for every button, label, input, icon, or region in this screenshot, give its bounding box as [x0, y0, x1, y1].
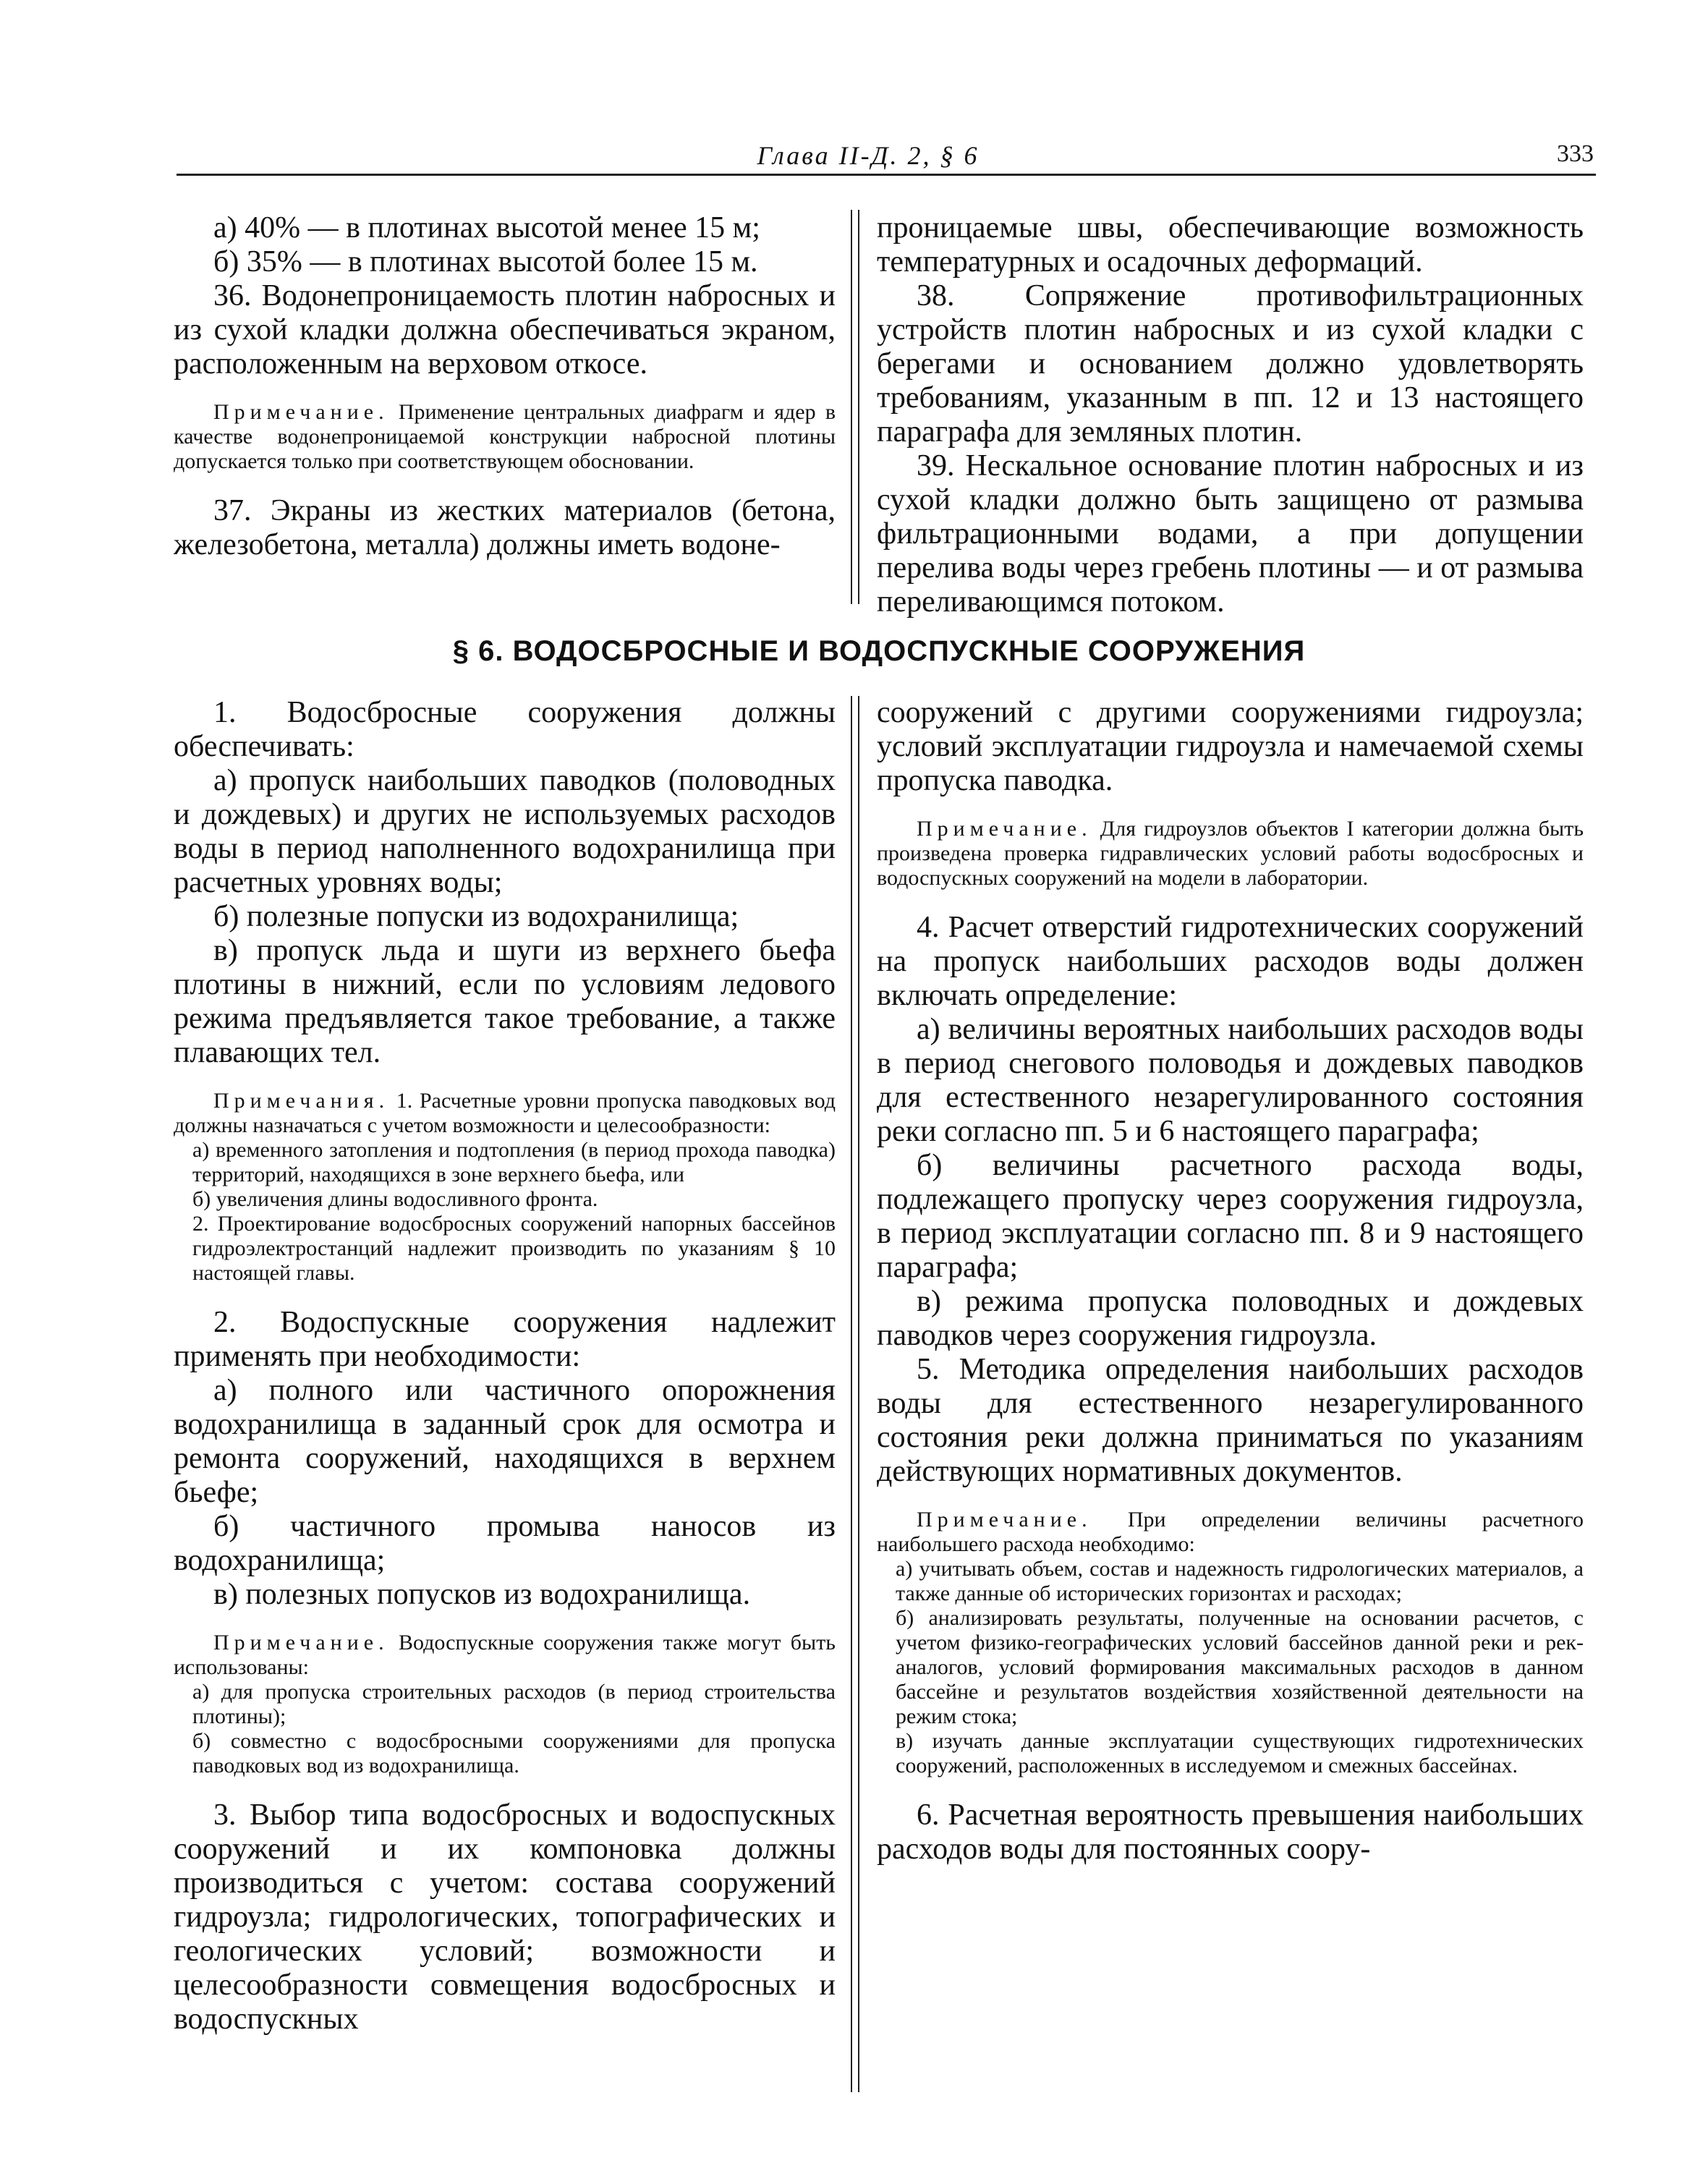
note-2-intro: [174, 1631, 836, 1680]
top-left-column: [174, 211, 836, 562]
continuation-3: сооружений с другими сооружениями гидроузла; условий эксплуатации гидроузла и намечаемой схемы пропуска паводка.: [877, 696, 1584, 797]
paragraph-38: 38. Сопряжение противофильтрационных устройств плотин набросных и из сухой кладки с берегами и основанием должно удовлетворять требованиям, указанным в пп. 12 и 13 настоящего параграфа для земляных плотин.: [877, 279, 1584, 449]
note-label: Примечания.: [213, 1089, 390, 1113]
item-2a: а) полного или частичного опорожнения водохранилища в заданный срок для осмотра и ремонта сооружений, находящихся в верхнем бьефе;: [174, 1374, 836, 1509]
note-text: Водоспускные сооружения также могут быть использованы:: [174, 1631, 836, 1679]
note-36: [174, 400, 836, 474]
note-2-b: б) совместно с водосбросными сооружениями для пропуска паводковых вод из водохранилища.: [192, 1729, 836, 1777]
header-rule: [177, 174, 1596, 176]
paragraph-6: 6. Расчетная вероятность превышения наибольших расходов воды для постоянных соору-: [877, 1798, 1584, 1866]
notes-1: [174, 1089, 836, 1286]
note-4-intro: [877, 1508, 1584, 1557]
column-divider: [858, 210, 859, 604]
paragraph-5: 5. Методика определения наибольших расходов воды для естественного незарегулированного состояния реки должна приниматься по указаниям действующих нормативных документов.: [877, 1353, 1584, 1488]
note-label: Примечание.: [213, 1631, 389, 1655]
paragraph-36: 36. Водонепроницаемость плотин набросных и из сухой кладки должна обеспечиваться экраном, расположенным на верховом откосе.: [174, 279, 836, 381]
note-text: 1. Расчетные уровни пропуска паводковых вод должны назначаться с учетом возможности и целесообразности:: [174, 1089, 836, 1137]
item-2b: б) частичного промыва наносов из водохранилища;: [174, 1510, 836, 1577]
notes-4: [877, 1508, 1584, 1778]
note-1-intro: [174, 1089, 836, 1138]
top-right-column: [877, 211, 1584, 619]
note-text: Для гидроузлов объектов I категории должна быть произведена проверка гидравлических условий работы водосбросных и водоспускных сооружений на модели в лаборатории.: [877, 817, 1584, 890]
note-label: Примечание.: [213, 400, 389, 424]
column-divider: [851, 696, 852, 2092]
note-label: Примечание.: [917, 817, 1092, 841]
note-4-b: б) анализировать результаты, полученные на основании расчетов, с учетом физико-географических условий бассейнов данной реки и рек-аналогов, условий формирования максимальных расходов в данном бассейне и результатов воздействия хозяйственной деятельности на режим стока;: [896, 1606, 1584, 1728]
paragraph-3: 3. Выбор типа водосбросных и водоспускных сооружений и их компоновка должны производиться с учетом: состава сооружений гидроузла; гидрологических, топографических и геологических условий; возможности и целесообразности совмещения водосбросных и водоспускных: [174, 1798, 836, 2036]
item-4a: а) величины вероятных наибольших расходов воды в период снегового половодья и дождевых паводков для естественного незарегулированного состояния реки согласно пп. 5 и 6 настоящего параграфа;: [877, 1013, 1584, 1148]
column-divider: [851, 210, 852, 604]
note-text: При определении величины расчетного наибольшего расхода необходимо:: [877, 1508, 1584, 1556]
paragraph-37: 37. Экраны из жестких материалов (бетона, железобетона, металла) должны иметь водоне-: [174, 494, 836, 561]
running-head: Глава II-Д. 2, § 6: [757, 141, 980, 170]
paragraph-4: 4. Расчет отверстий гидротехнических сооружений на пропуск наибольших расходов воды должен включать определение:: [877, 911, 1584, 1012]
column-divider: [858, 696, 859, 2092]
note-4-c: в) изучать данные эксплуатации существующих гидротехнических сооружений, расположенных в исследуемом и смежных бассейнах.: [896, 1729, 1584, 1777]
note-1-b: б) увеличения длины водосливного фронта.: [192, 1187, 598, 1211]
item-4b: б) величины расчетного расхода воды, подлежащего пропуску через сооружения гидроузла, в период эксплуатации согласно пп. 8 и 9 настоящего параграфа;: [877, 1149, 1584, 1284]
notes-2: [174, 1631, 836, 1778]
item-4c: в) режима пропуска половодных и дождевых паводков через сооружения гидроузла.: [877, 1285, 1584, 1352]
note-3: [877, 817, 1584, 891]
note-2-a: а) для пропуска строительных расходов (в период строительства плотины);: [192, 1680, 836, 1728]
item-a: а) 40% — в плотинах высотой менее 15 м;: [213, 211, 760, 245]
page-number: 333: [1557, 140, 1594, 167]
item-1b: б) полезные попуски из водохранилища;: [213, 900, 739, 933]
note-label: Примечание.: [917, 1508, 1092, 1532]
note-text: Применение центральных диафрагм и ядер в качестве водонепроницаемой конструкции набросной плотины допускается только при соответствующем обосновании.: [174, 400, 836, 473]
bottom-right-column: [877, 696, 1584, 1866]
note-1-a: а) временного затопления и подтопления (в период прохода паводка) территорий, находящихся в зоне верхнего бьефа, или: [192, 1138, 836, 1186]
paragraph-2: 2. Водоспускные сооружения надлежит применять при необходимости:: [174, 1306, 836, 1373]
note-1-2: 2. Проектирование водосбросных сооружений напорных бассейнов гидроэлектростанций надлежит производить по указаниям § 10 настоящей главы.: [192, 1212, 836, 1285]
paragraph-1: 1. Водосбросные сооружения должны обеспечивать:: [174, 696, 836, 763]
section-title: § 6. ВОДОСБРОСНЫЕ И ВОДОСПУСКНЫЕ СООРУЖЕНИЯ: [452, 635, 1306, 667]
item-b: б) 35% — в плотинах высотой более 15 м.: [213, 245, 758, 279]
item-1c: в) пропуск льда и шуги из верхнего бьефа плотины в нижний, если по условиям ледового режима предъявляется такое требование, а также плавающих тел.: [174, 934, 836, 1069]
note-4-a: а) учитывать объем, состав и надежность гидрологических материалов, а также данные об исторических горизонтах и расходах;: [896, 1557, 1584, 1605]
bottom-left-column: [174, 696, 836, 2036]
paragraph-39: 39. Нескальное основание плотин набросных и из сухой кладки должно быть защищено от размыва фильтрационными водами, а при допущении перелива воды через гребень плотины — и от размыва переливающимся потоком.: [877, 449, 1584, 619]
item-2c: в) полезных попусков из водохранилища.: [213, 1578, 751, 1611]
continuation-37: проницаемые швы, обеспечивающие возможность температурных и осадочных деформаций.: [877, 211, 1584, 279]
item-1a: а) пропуск наибольших паводков (половодных и дождевых) и других не используемых расходов воды в период наполненного водохранилища при расчетных уровнях воды;: [174, 764, 836, 899]
